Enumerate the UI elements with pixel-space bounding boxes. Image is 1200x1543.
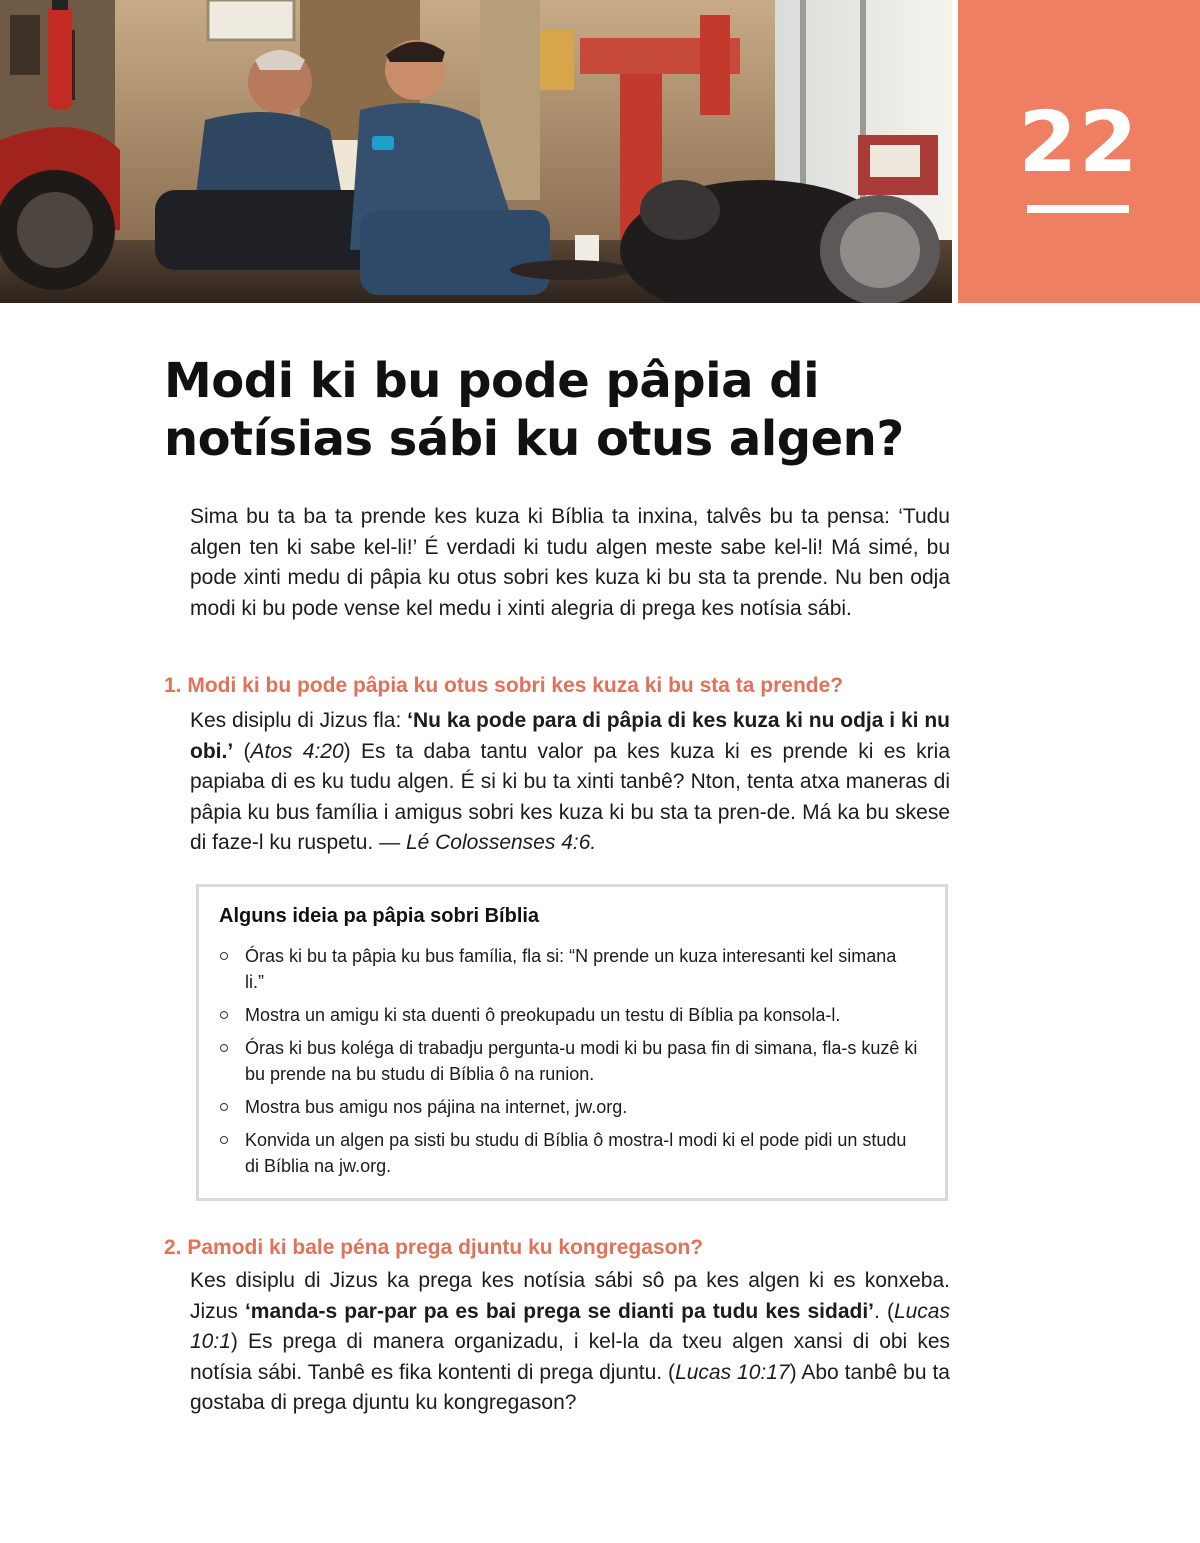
- text-run: . (: [874, 1299, 894, 1323]
- text-run: (: [233, 739, 251, 763]
- text-run: ) Abo tanbê bu ta gostaba di prega djuntu ku kongregason?: [190, 1360, 950, 1414]
- ideas-box-heading: Alguns ideia pa pâpia sobri Bíblia: [219, 905, 540, 927]
- ideas-list-item: Óras ki bus koléga di trabadju pergunta-u modi ki bu pasa fin di simana, fla-s kuzê ki bu prende na bu studu di Bíblia ô na runion.: [219, 1035, 919, 1087]
- text-run: ) Es ta daba tantu valor pa kes kuza ki es prende ki es kria papiaba di es ku tudu algen. É si ki bu ta xinti tanbê? Nton, tenta atxa maneras di pâpia ku bus família i amigus sobri kes kuza ki bu sta ta pren-de. Má ka bu skese di faze-l ku ruspetu. —: [190, 739, 951, 854]
- ideas-list: [219, 943, 919, 1186]
- bold-quote-text: ‘manda-s par-par pa es bai prega se dianti pa tudu kes sidadi’: [244, 1299, 875, 1323]
- circle-bullet-icon: [220, 1103, 228, 1111]
- circle-bullet-icon: [220, 1136, 228, 1144]
- scripture-reference: Atos 4:20: [250, 739, 344, 763]
- ideas-list-item: Óras ki bu ta pâpia ku bus família, fla si: “N prende un kuza interesanti kel simana li.”: [219, 943, 919, 995]
- question-2-paragraph: [190, 1266, 950, 1419]
- intro-paragraph: [190, 502, 950, 624]
- text-run: Kes disiplu di Jizus fla:: [190, 709, 408, 732]
- question-1-heading: 1. Modi ki bu pode pâpia ku otus sobri kes kuza ki bu sta ta prende?: [164, 674, 844, 697]
- text-run: Sima bu ta ba ta prende kes kuza ki Bíblia ta inxina, talvês bu ta pensa: ‘Tudu algen ten ki sabe kel-li!’ É verdadi ki tudu algen meste sabe kel-li! Má simé, bu pode xinti medu di pâpia ku otus sobri kes kuza ki bu sta ta prende. Nu ben odja modi ki bu pode vense kel medu i xinti alegria di prega kes notísia sábi.: [190, 505, 950, 620]
- page-title: Modi ki bu pode pâpia di notísias sábi ku otus algen?: [164, 353, 904, 467]
- ideas-list-item: Mostra un amigu ki sta duenti ô preokupadu un testu di Bíblia pa konsola-l.: [219, 1002, 919, 1028]
- circle-bullet-icon: [220, 952, 228, 960]
- circle-bullet-icon: [220, 1044, 228, 1052]
- lesson-number-underline: [1027, 205, 1129, 213]
- garage-scene-illustration: [0, 0, 952, 303]
- scripture-reference: Lucas 10:1: [190, 1299, 950, 1353]
- question-1-paragraph: [190, 706, 950, 859]
- ideas-box: [196, 884, 948, 1201]
- question-2-heading: 2. Pamodi ki bale péna prega djuntu ku kongregason?: [164, 1236, 704, 1259]
- text-run: Kes disiplu di Jizus ka prega kes notísia sábi sô pa kes algen ki es konxeba. Jizus: [190, 1269, 950, 1323]
- ideas-list-item: Konvida un algen pa sisti bu studu di Bíblia ô mostra-l modi ki el pode pidi un studu di Bíblia na jw.org.: [219, 1127, 919, 1179]
- ideas-list-item: Mostra bus amigu nos pájina na internet, jw.org.: [219, 1094, 919, 1120]
- lesson-number-panel: [958, 0, 1200, 303]
- scripture-reference: Lucas 10:17: [675, 1360, 790, 1384]
- scripture-reference: Lé Colossenses 4:6.: [405, 831, 597, 854]
- text-run: ) Es prega di manera organizadu, i kel-la da txeu algen xansi di obi kes notísia sábi. Tanbê es fika kontenti di prega djuntu. (: [190, 1330, 950, 1384]
- header-photo: [0, 0, 952, 303]
- lesson-number: 22: [1018, 93, 1140, 191]
- circle-bullet-icon: [220, 1011, 228, 1019]
- bold-quote-text: ‘Nu ka pode para di pâpia di kes kuza ki nu odja i ki nu obi.’: [190, 709, 950, 763]
